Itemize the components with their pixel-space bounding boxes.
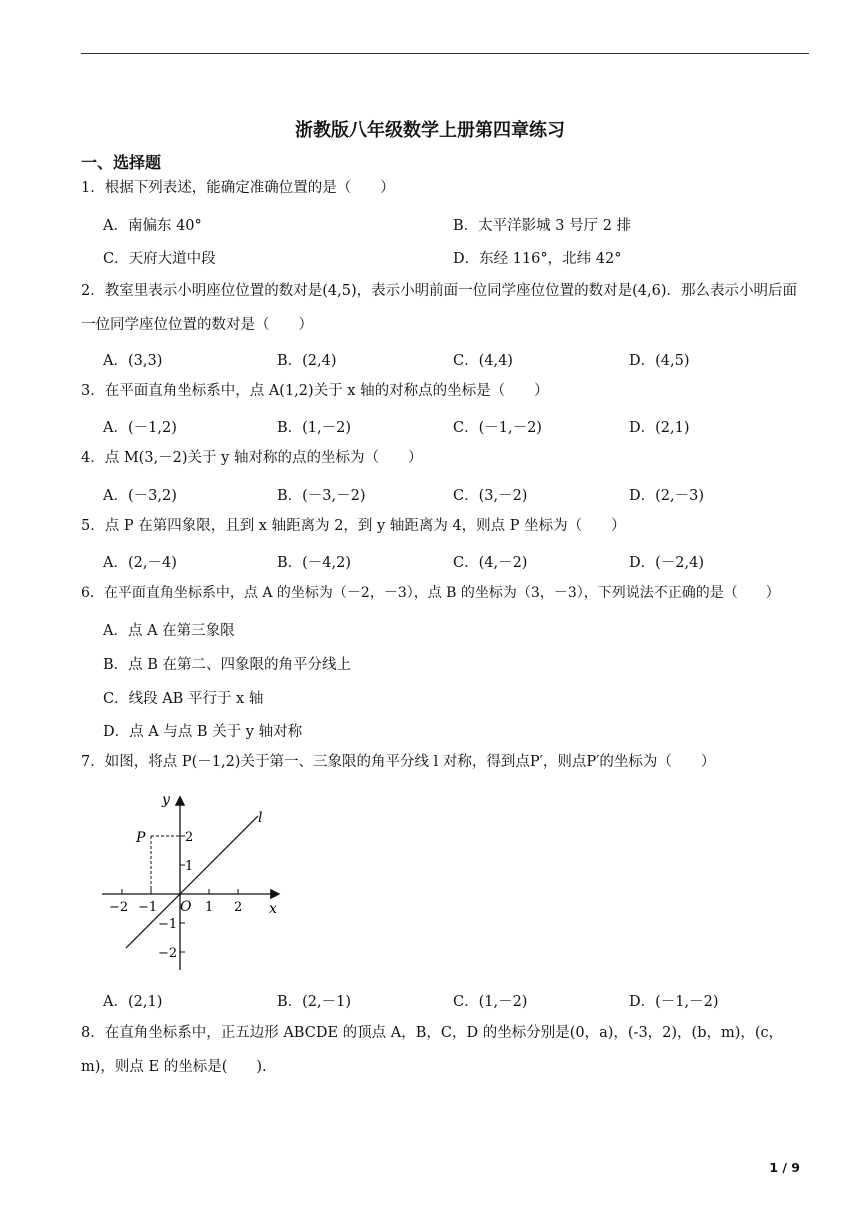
question-3-stem: 3．在平面直角坐标系中，点 A(1,2)关于 x 轴的对称点的坐标是（ ）	[81, 383, 549, 399]
page-number: 1 / 9	[769, 1160, 800, 1175]
question-6-option-d: D．点 A 与点 B 关于 y 轴对称	[103, 724, 303, 740]
option-b: B．(－4,2)	[277, 555, 352, 571]
question-2-options	[103, 349, 813, 373]
question-7-stem: 7．如图，将点 P(－1,2)关于第一、三象限的角平分线 l 对称，得到点P′，则点P′的坐标为（ ）	[81, 754, 716, 770]
option-d: D．(2,1)	[629, 420, 690, 436]
origin-label: O	[180, 899, 192, 915]
page-title: 浙教版八年级数学上册第四章练习	[295, 120, 565, 141]
option-a: A．(－3,2)	[103, 488, 177, 504]
point-label: P	[136, 830, 146, 846]
option-b: B．(2,－1)	[277, 994, 352, 1010]
question-4-options	[103, 484, 813, 508]
question-5-options	[103, 551, 813, 575]
y-tick-label: −2	[158, 946, 178, 961]
x-tick-label: 2	[234, 900, 243, 915]
question-7-options	[103, 990, 813, 1014]
option-c: C．(3,－2)	[453, 488, 528, 504]
question-2-stem: 2．教室里表示小明座位位置的数对是(4,5)，表示小明前面一位同学座位位置的数对是(4,6)．那么表示小明后面一位同学座位位置的数对是（ ）	[81, 283, 797, 333]
option-a: A．(2,－4)	[103, 555, 177, 571]
question-1-options-row2	[103, 247, 813, 271]
question-3-options	[103, 416, 813, 440]
line-label: l	[258, 810, 263, 826]
question-8-stem: 8．在直角坐标系中，正五边形 ABCDE 的顶点 A，B，C，D 的坐标分别是(0，a)，(-3，2)，(b，m)，(c，m)，则点 E 的坐标是( ).	[81, 1025, 784, 1075]
option-d: D．(－1,－2)	[629, 994, 719, 1010]
option-d: D．(4,5)	[629, 353, 690, 369]
x-tick-label: −1	[138, 900, 158, 915]
question-5-stem: 5．点 P 在第四象限，且到 x 轴距离为 2，到 y 轴距离为 4，则点 P 坐标为（ ）	[81, 518, 626, 534]
option-a: A．(－1,2)	[103, 420, 177, 436]
x-axis-label: x	[269, 901, 277, 917]
option-d: D．(2,－3)	[629, 488, 704, 504]
option-c: C．(－1,－2)	[453, 420, 542, 436]
option-b: B．(1,－2)	[277, 420, 352, 436]
option-a: A．(2,1)	[103, 994, 163, 1010]
y-tick-label: 1	[185, 859, 194, 874]
y-axis-label: y	[162, 792, 170, 808]
option-b: B．太平洋影城 3 号厅 2 排	[453, 218, 632, 234]
section-heading: 一、选择题	[81, 153, 162, 172]
option-a: A．南偏东 40°	[103, 218, 202, 234]
option-a: A．(3,3)	[103, 353, 163, 369]
header-rule	[81, 53, 809, 54]
option-c: C．天府大道中段	[103, 251, 216, 267]
question-1-options	[103, 214, 813, 238]
question-6-stem: 6．在平面直角坐标系中，点 A 的坐标为（－2，－3），点 B 的坐标为（3，－3），下列说法不正确的是（ ）	[81, 585, 780, 601]
x-tick-label: −2	[109, 900, 129, 915]
coordinate-figure	[96, 790, 286, 970]
question-6-option-c: C．线段 AB 平行于 x 轴	[103, 691, 264, 707]
y-tick-label: −1	[158, 917, 178, 932]
question-6-option-a: A．点 A 在第三象限	[103, 623, 235, 639]
option-c: C．(4,4)	[453, 353, 513, 369]
question-6-option-b: B．点 B 在第二、四象限的角平分线上	[103, 657, 352, 673]
option-b: B．(－3,－2)	[277, 488, 366, 504]
option-d: D．东经 116°，北纬 42°	[453, 251, 622, 267]
question-1-stem: 1．根据下列表述，能确定准确位置的是（ ）	[81, 180, 395, 196]
option-c: C．(4,－2)	[453, 555, 528, 571]
x-tick-label: 1	[205, 900, 214, 915]
option-d: D．(－2,4)	[629, 555, 704, 571]
option-c: C．(1,－2)	[453, 994, 528, 1010]
option-b: B．(2,4)	[277, 353, 337, 369]
question-4-stem: 4．点 M(3,－2)关于 y 轴对称的点的坐标为（ ）	[81, 450, 423, 466]
y-tick-label: 2	[185, 830, 194, 845]
